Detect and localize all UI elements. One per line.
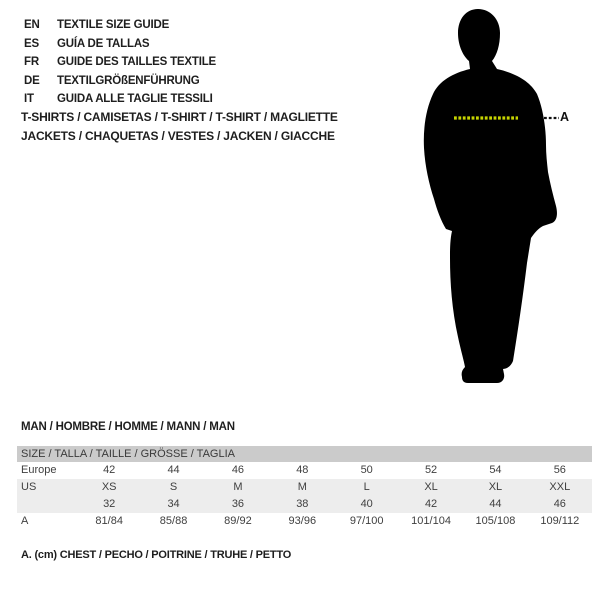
language-row [24,72,216,91]
size-cell: L [363,481,370,493]
language-label: GUIDA ALLE TAGLIE TESSILI [57,93,213,105]
table-row-chest [17,513,592,530]
size-cell: XXL [549,481,571,493]
measure-label-a: A [560,110,570,124]
language-row [24,16,216,35]
size-cell: 85/88 [159,515,188,527]
table-row-uk [17,496,592,513]
table-header: SIZE / TALLA / TAILLE / GRÖSSE / TAGLIA [17,446,592,462]
size-cell: 105/108 [475,515,516,527]
size-cell: S [169,481,178,493]
size-cell: 109/112 [540,515,580,527]
size-cell: 81/84 [95,515,123,527]
language-list [24,16,216,109]
language-code: ES [24,37,39,50]
language-code: EN [24,19,40,31]
size-cell: M [297,481,307,493]
size-cell: 36 [231,498,245,510]
size-cell: XS [101,481,117,493]
category-line-jackets: JACKETS / CHAQUETAS / VESTES / JACKEN / GIACCHE [21,128,335,143]
language-code: IT [24,93,34,105]
size-cell: 42 [424,498,438,510]
language-label: GUÍA DE TALLAS [57,37,150,50]
size-cell: 44 [489,498,502,510]
size-cell: XL [424,481,438,493]
row-label [17,496,77,513]
man-silhouette [413,5,568,390]
size-cell: 40 [360,498,373,510]
size-cell: 52 [424,464,438,476]
table-row-europe [17,462,592,479]
size-cell: 42 [103,464,116,476]
section-title-man: MAN / HOMBRE / HOMME / MANN / MAN [21,421,235,433]
size-cell: 54 [489,464,502,476]
size-cell: M [233,481,243,493]
category-line-tshirts: T-SHIRTS / CAMISETAS / T-SHIRT / T-SHIRT / MAGLIETTE [21,110,338,124]
language-row [24,90,216,109]
language-row [24,35,216,54]
size-cell: 32 [103,498,116,510]
size-cell: 34 [167,498,180,510]
size-cell: 50 [360,464,373,476]
size-cell: 89/92 [224,515,252,527]
table-row-us [17,479,592,496]
size-cell: 46 [553,498,566,510]
row-label: A [21,515,29,527]
size-cell: 101/104 [411,515,451,527]
size-cell: 56 [553,464,566,476]
size-cell: 38 [296,498,309,510]
row-label: US [21,481,37,493]
row-label: Europe [21,464,57,476]
size-cell: 97/100 [349,515,384,527]
category-list [21,108,338,145]
size-cell: 46 [231,464,245,476]
language-label: TEXTILGRÖßENFÜHRUNG [57,74,200,87]
language-label: GUIDE DES TAILLES TEXTILE [57,56,216,68]
language-code: DE [24,74,40,87]
man-silhouette-shape [424,9,557,383]
footnote-chest: A. (cm) CHEST / PECHO / POITRINE / TRUHE / PETTO [21,549,292,561]
size-cell: XL [488,481,503,493]
size-cell: 48 [296,464,309,476]
language-row [24,53,216,72]
size-cell: 93/96 [288,515,317,527]
language-label: TEXTILE SIZE GUIDE [57,19,170,31]
size-cell: 44 [167,464,180,476]
language-code: FR [24,56,39,68]
size-table [17,446,592,530]
